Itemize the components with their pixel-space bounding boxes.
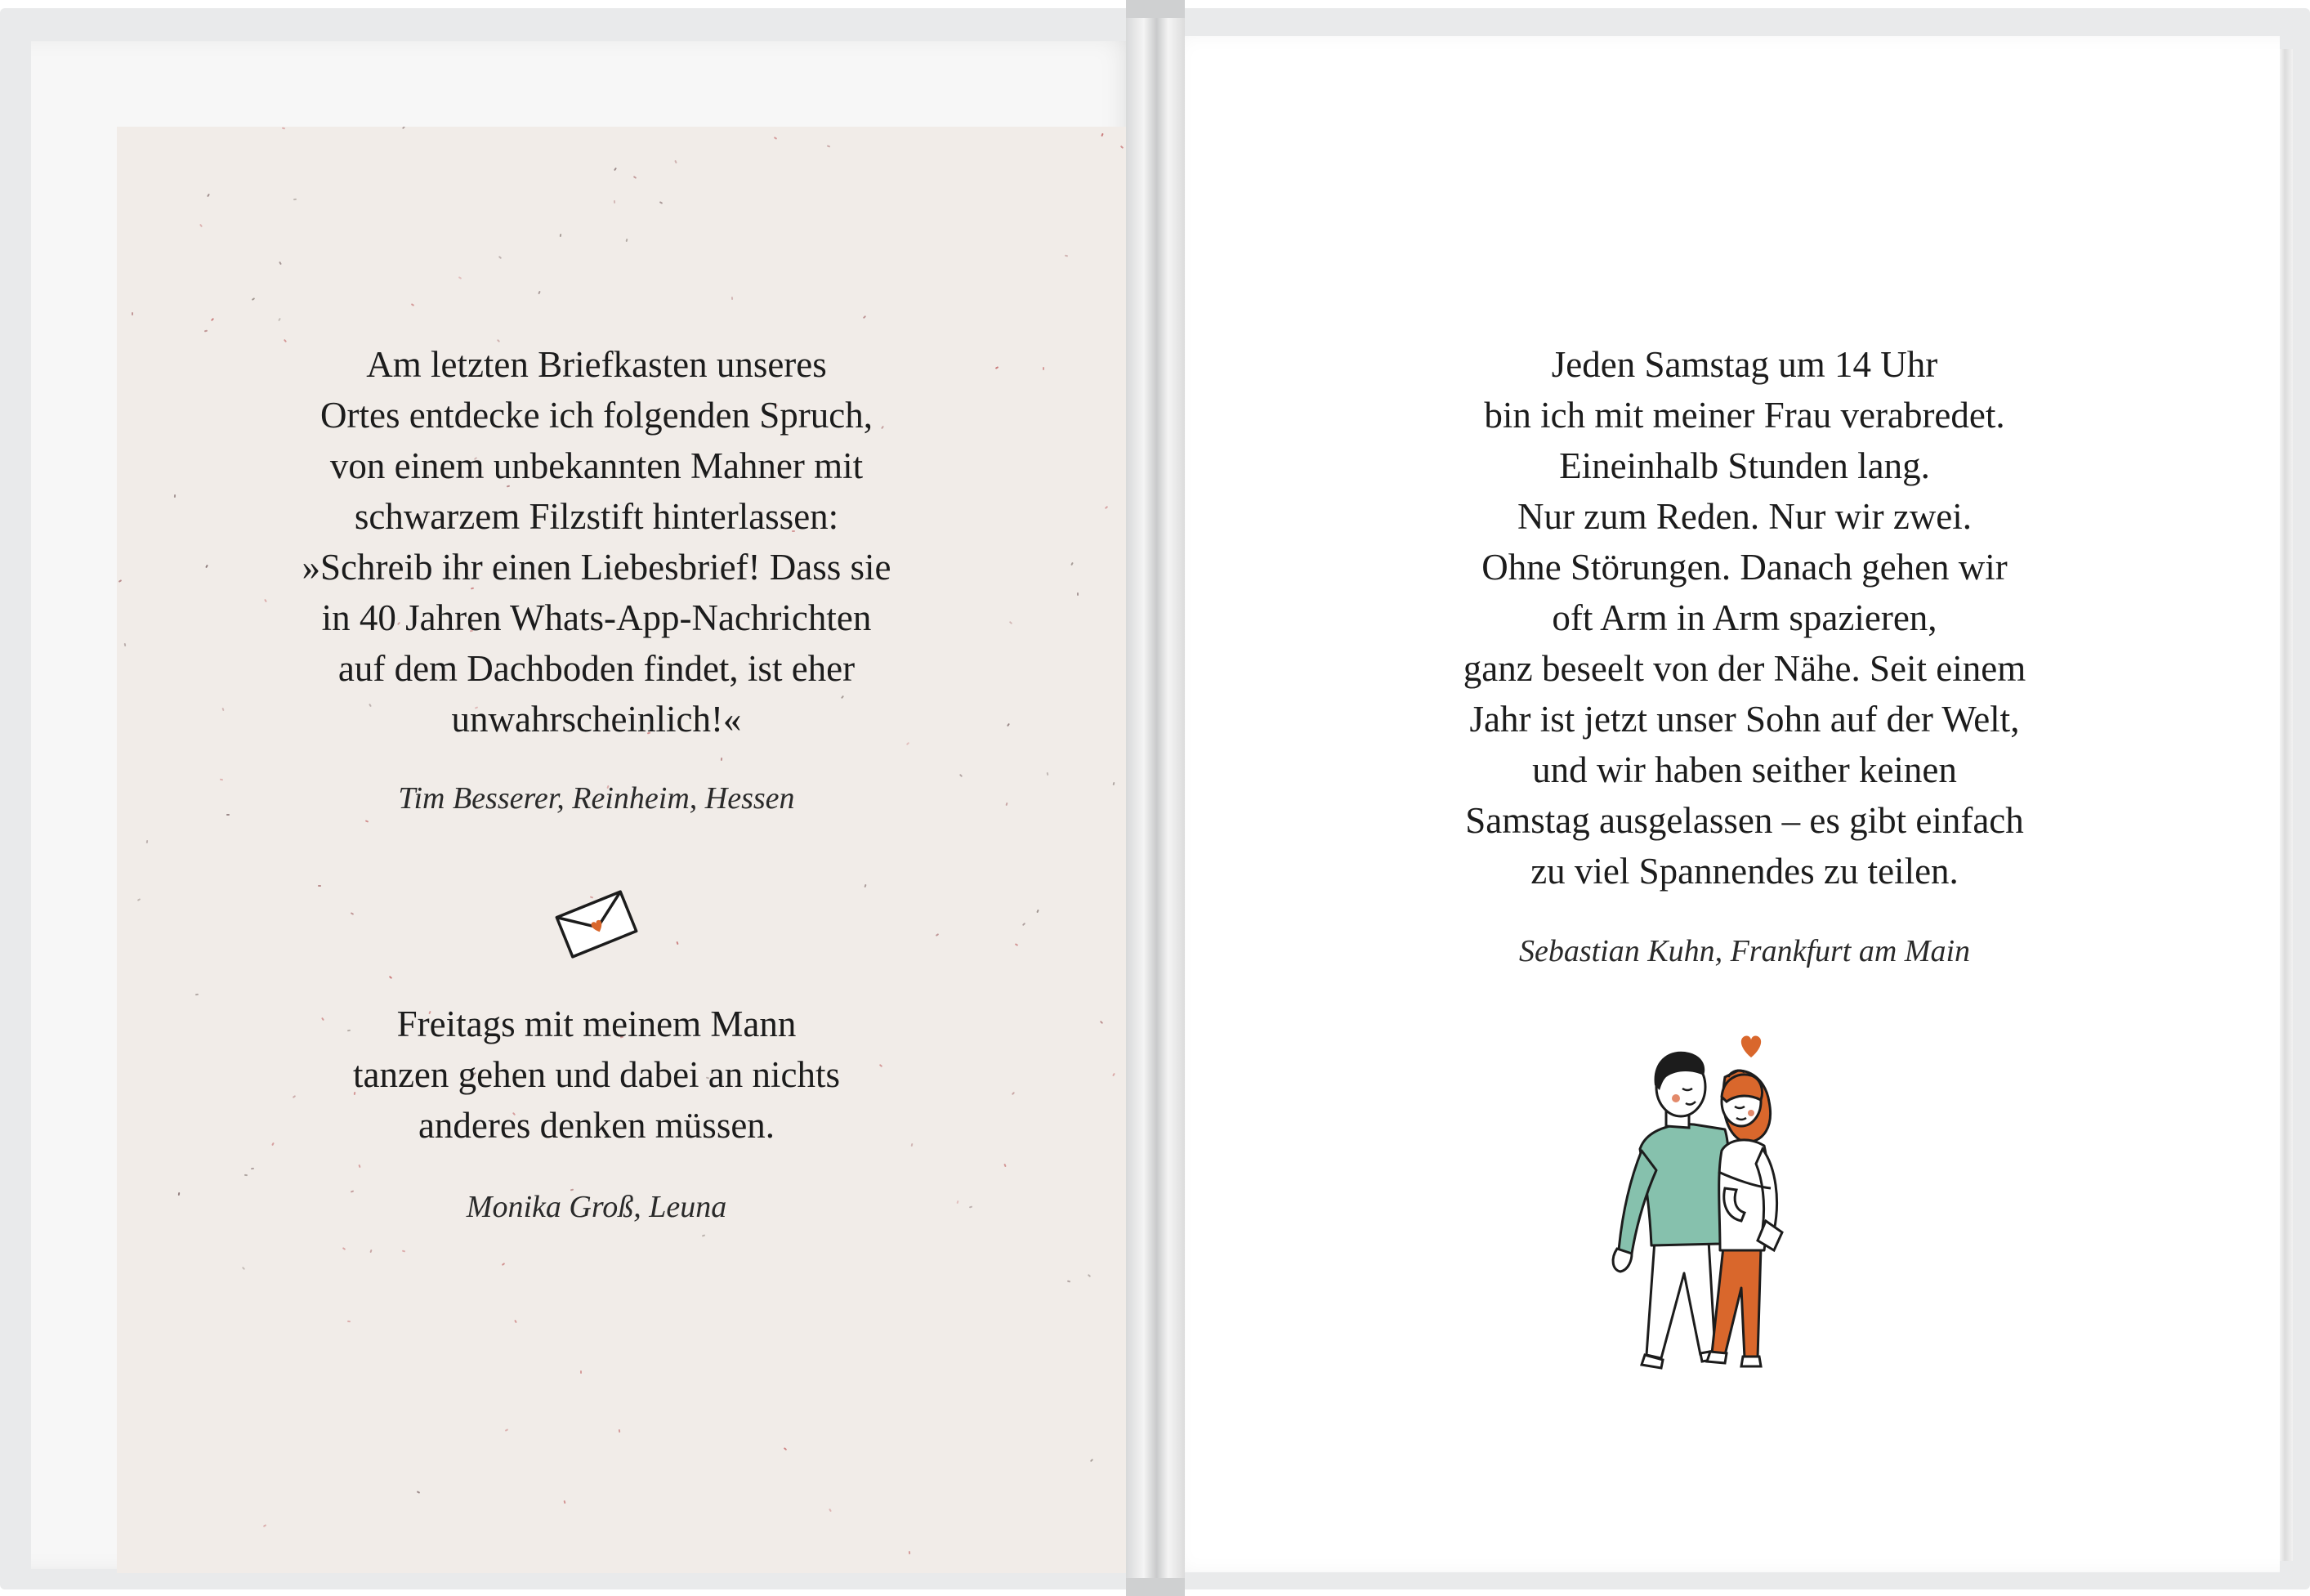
- paper-speck: [402, 1250, 405, 1253]
- paper-speck: [358, 1165, 360, 1168]
- paper-speck: [1105, 506, 1108, 509]
- paper-speck: [827, 145, 830, 147]
- paper-speck: [1090, 1459, 1093, 1462]
- paper-speck: [676, 941, 678, 945]
- paper-speck: [702, 1234, 705, 1236]
- paper-speck: [498, 256, 502, 259]
- paper-speck: [1088, 1274, 1091, 1277]
- paper-speck: [1112, 1073, 1115, 1076]
- quote-2-line: tanzen gehen und dabei an nichts: [352, 1054, 841, 1095]
- quote-3-line: Jeden Samstag um 14 Uhr: [1551, 344, 1938, 385]
- paper-speck: [564, 1500, 566, 1504]
- paper-speck: [1077, 592, 1079, 596]
- couple-walking-illustration: [1581, 1028, 1818, 1388]
- spine-cap-bottom: [1126, 1578, 1185, 1596]
- paper-speck: [1036, 910, 1039, 913]
- quote-3-attribution: Sebastian Kuhn, Frankfurt am Main: [1518, 934, 1971, 968]
- paper-speck: [342, 1247, 346, 1250]
- paper-speck: [282, 127, 285, 130]
- paper-speck: [263, 1524, 266, 1527]
- paper-speck: [784, 1447, 787, 1451]
- paper-speck: [132, 312, 133, 315]
- paper-speck: [351, 912, 354, 915]
- spine-cap-top: [1126, 0, 1185, 18]
- paper-speck: [580, 1370, 582, 1374]
- quote-2-line: anderes denken müssen.: [418, 1105, 775, 1146]
- paper-speck: [514, 1320, 517, 1323]
- quote-3-line: zu viel Spannendes zu teilen.: [1530, 851, 1959, 892]
- quote-3-line: Jahr ist jetzt unser Sohn auf der Welt,: [1469, 699, 2020, 740]
- paper-speck: [959, 774, 963, 777]
- paper-speck: [204, 330, 208, 333]
- paper-speck: [318, 885, 321, 887]
- quote-1-line: in 40 Jahren Whats-App-Nachrichten: [321, 597, 872, 638]
- quote-3-line: und wir haben seither keinen: [1532, 749, 1957, 790]
- paper-speck: [347, 1321, 351, 1322]
- quote-3-line: Ohne Störungen. Danach gehen wir: [1481, 547, 2008, 588]
- quote-2-text: [147, 999, 1046, 1151]
- paper-speck: [721, 758, 722, 761]
- heart-icon: [1741, 1035, 1761, 1057]
- paper-speck: [505, 1428, 508, 1431]
- quote-3-line: Nur zum Reden. Nur wir zwei.: [1517, 496, 1973, 537]
- paper-speck: [538, 291, 541, 294]
- paper-speck: [1120, 145, 1124, 149]
- paper-speck: [411, 303, 414, 306]
- paper-speck: [118, 579, 122, 583]
- paper-speck: [829, 1509, 832, 1512]
- quote-3-line: Eineinhalb Stunden lang.: [1559, 445, 1930, 486]
- quote-1-line: schwarzem Filzstift hinterlassen:: [354, 496, 839, 537]
- paper-speck: [279, 262, 282, 265]
- quote-1-line: »Schreib ihr einen Liebesbrief! Dass sie: [302, 547, 891, 588]
- paper-speck: [211, 318, 214, 321]
- paper-speck: [863, 315, 866, 319]
- quote-1-line: auf dem Dachboden findet, ist eher: [337, 648, 856, 689]
- paper-speck: [137, 898, 141, 901]
- paper-speck: [1015, 943, 1018, 946]
- quote-1-line: Am letzten Briefkasten unseres: [366, 344, 827, 385]
- quote-1-attribution: Tim Besserer, Reinheim, Hessen: [398, 781, 795, 816]
- paper-speck: [502, 1263, 505, 1266]
- envelope-heart-icon: [547, 885, 646, 963]
- paper-speck: [864, 884, 866, 887]
- paper-speck: [146, 840, 149, 843]
- paper-speck: [625, 239, 628, 242]
- paper-speck: [1100, 1021, 1103, 1024]
- quote-3-line: oft Arm in Arm spazieren,: [1552, 597, 1937, 638]
- paper-speck: [614, 168, 617, 171]
- paper-speck: [242, 1267, 245, 1270]
- paper-speck: [293, 199, 297, 200]
- paper-speck: [369, 1250, 372, 1253]
- quote-3-line: Samstag ausgelassen – es gibt einfach: [1465, 800, 2024, 841]
- quote-1-line: Ortes entdecke ich folgenden Spruch,: [319, 395, 873, 436]
- paper-speck: [1047, 772, 1049, 776]
- book-spine: [1126, 0, 1185, 1596]
- paper-speck: [252, 297, 255, 301]
- paper-speck: [774, 136, 777, 140]
- paper-speck: [244, 1174, 248, 1176]
- quote-1-text: [147, 339, 1046, 744]
- paper-speck: [1003, 1164, 1006, 1167]
- paper-speck: [1070, 562, 1074, 566]
- paper-speck: [417, 1491, 420, 1494]
- paper-speck: [124, 643, 127, 646]
- paper-speck: [207, 194, 210, 197]
- paper-speck: [195, 994, 199, 996]
- paper-speck: [560, 234, 562, 237]
- paper-speck: [909, 1551, 910, 1554]
- paper-speck: [251, 1168, 254, 1169]
- page-stack-edge: [2280, 49, 2293, 1561]
- paper-speck: [278, 318, 281, 321]
- quote-1-line: unwahrscheinlich!«: [451, 699, 742, 740]
- paper-speck: [1101, 133, 1103, 136]
- quote-1-line: von einem unbekannten Mahner mit: [329, 445, 864, 486]
- paper-speck: [674, 160, 677, 163]
- quote-2-attribution: Monika Groß, Leuna: [466, 1190, 727, 1224]
- paper-speck: [614, 200, 615, 203]
- paper-speck: [458, 276, 462, 279]
- paper-speck: [1065, 255, 1068, 257]
- paper-speck: [402, 127, 405, 129]
- paper-speck: [365, 820, 369, 822]
- paper-speck: [1113, 782, 1115, 785]
- paper-speck: [1067, 1281, 1070, 1283]
- quote-3-text: [1271, 339, 2218, 896]
- paper-speck: [731, 297, 733, 300]
- paper-speck: [936, 933, 939, 937]
- quote-3-line: bin ich mit meiner Frau verabredet.: [1484, 395, 2005, 436]
- paper-speck: [633, 176, 637, 179]
- paper-speck: [1022, 923, 1025, 926]
- quote-3-line: ganz beseelt von der Nähe. Seit einem: [1463, 648, 2026, 689]
- paper-speck: [619, 1429, 621, 1433]
- quote-2-line: Freitags mit meinem Mann: [396, 1004, 797, 1044]
- paper-speck: [659, 201, 663, 204]
- paper-speck: [389, 976, 392, 979]
- paper-speck: [199, 224, 203, 227]
